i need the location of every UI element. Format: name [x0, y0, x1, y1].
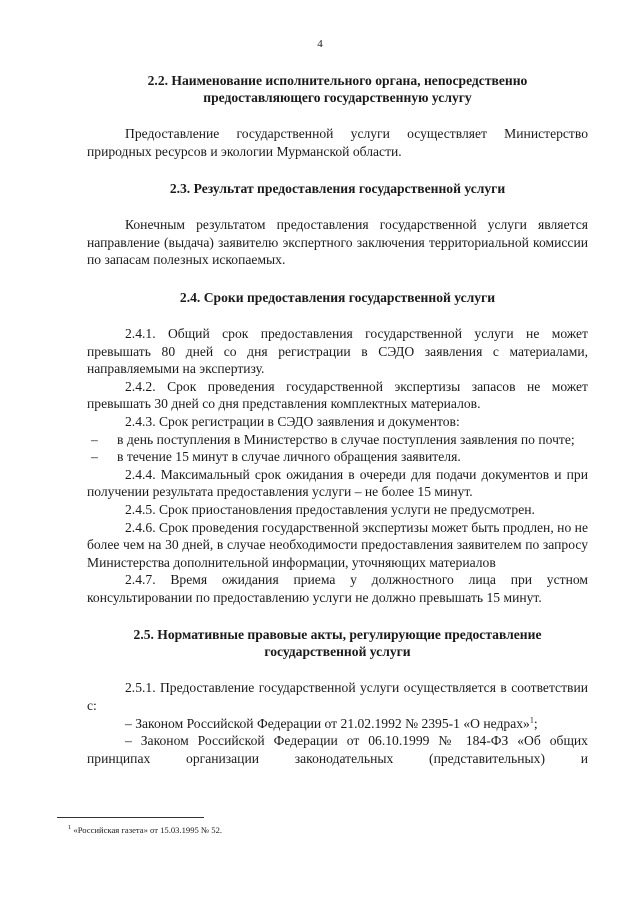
page-number: 4 [317, 38, 323, 50]
section-2-2-title [87, 72, 588, 106]
footnote-ref[interactable]: 1 [529, 715, 534, 725]
list-item [87, 431, 588, 449]
law-continuation: принципах организации законодательных (представительных) и [87, 750, 588, 766]
paragraph-2-5-1: 2.5.1. Предоставление государственной услуги осуществляется в соответствии с: [87, 680, 588, 714]
law-text: Законом Российской Федерации от 21.02.1992 № 2395-1 «О недрах» [135, 715, 530, 731]
paragraph-2-4-7: 2.4.7. Время ожидания приема у должностного лица при устном консультировании по предоставлению услуги не должно превышать 15 минут. [87, 572, 588, 605]
paragraph: Конечным результатом предоставления государственной услуги является направление (выдача) заявителю экспертного заключения территориальной комиссии по запасам полезных ископаемых. [87, 217, 588, 268]
footnote [68, 825, 222, 836]
punctuation: ; [533, 715, 538, 731]
section-2-4-title: 2.4. Сроки предоставления государственной услуги [179, 289, 496, 305]
section-2-3-title: 2.3. Результат предоставления государственной услуги [169, 181, 506, 197]
paragraph: Предоставление государственной услуги осуществляет Министерство природных ресурсов и экологии Мурманской области. [87, 126, 588, 159]
paragraph-2-4-3: 2.4.3. Срок регистрации в СЭДО заявления и документов: [125, 413, 460, 429]
footnote-text: «Российская газета» от 15.03.1995 № 52. [71, 825, 223, 835]
title-line: 2.2. Наименование исполнительного органа, непосредственно [147, 73, 528, 88]
paragraph-2-4-2: 2.4.2. Срок проведения государственной экспертизы запасов не может превышать 30 дней со дня представления комплектных материалов. [87, 378, 588, 412]
paragraph-2-4-5: 2.4.5. Срок приостановления предоставления услуги не предусмотрен. [125, 501, 535, 517]
document-body [87, 72, 588, 767]
dash-marker: – [91, 431, 98, 447]
dash-marker: – [91, 449, 98, 465]
list-item-text: в течение 15 минут в случае личного обращения заявителя. [117, 449, 461, 465]
footnote-mark: 1 [68, 824, 72, 832]
paragraph-2-4-4: 2.4.4. Максимальный срок ожидания в очереди для подачи документов и при получении результата предоставления услуги – не более 15 минут. [87, 466, 588, 500]
law-item [87, 715, 588, 733]
law-item [87, 732, 588, 750]
paragraph-2-4-1: 2.4.1. Общий срок предоставления государственной услуги не может превышать 80 дней со дня регистрации в СЭДО заявления с материалами, направляемыми на экспертизу. [87, 325, 588, 377]
dash-marker: – [125, 733, 132, 749]
paragraph-2-4-6: 2.4.6. Срок проведения государственной экспертизы может быть продлен, но не более чем на 30 дней, в случае необходимости предоставления заявителем по запросу Министерства дополнительной информации, уточняющих материалов [87, 519, 588, 570]
list-item [87, 448, 588, 466]
title-line: 2.5. Нормативные правовые акты, регулирующие предоставление [133, 627, 542, 643]
list-item-text: в день поступления в Министерство в случае поступления заявления по почте; [117, 431, 575, 447]
title-line: предоставляющего государственную услугу [203, 90, 472, 105]
title-line: государственной услуги [264, 644, 411, 660]
dash-marker: – [125, 715, 132, 731]
law-text: Законом Российской Федерации от 06.10.1999 № 184-ФЗ «Об общих [140, 733, 588, 749]
footnote-divider [57, 817, 204, 818]
section-2-5-title [87, 626, 588, 660]
